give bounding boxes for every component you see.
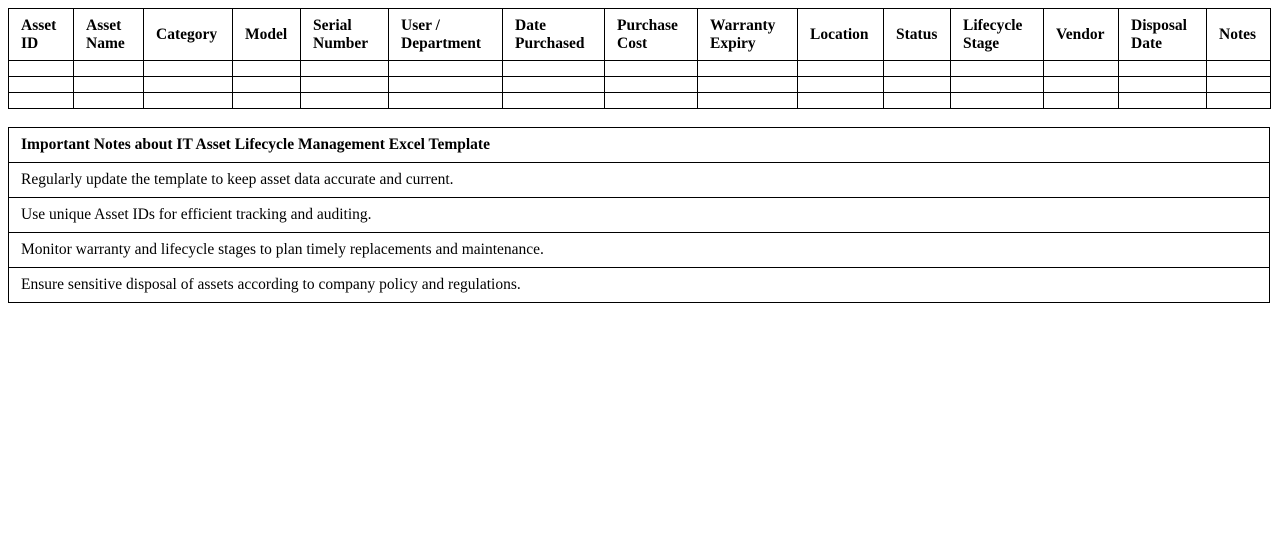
table-cell[interactable] [798,77,884,93]
table-cell[interactable] [503,93,605,109]
table-row [9,93,1271,109]
column-header-disposal-date: Disposal Date [1119,9,1207,61]
note-row [9,198,1270,233]
column-header-category: Category [144,9,233,61]
table-cell[interactable] [605,93,698,109]
note-item: Ensure sensitive disposal of assets according to company policy and regulations. [9,268,1270,303]
table-cell[interactable] [503,61,605,77]
column-header-asset-id: Asset ID [9,9,74,61]
table-cell[interactable] [144,93,233,109]
table-cell[interactable] [698,61,798,77]
table-cell[interactable] [884,93,951,109]
table-cell[interactable] [1119,61,1207,77]
column-header-notes: Notes [1207,9,1271,61]
note-item: Regularly update the template to keep asset data accurate and current. [9,163,1270,198]
asset-table-body [9,61,1271,109]
table-cell[interactable] [951,61,1044,77]
table-cell[interactable] [605,61,698,77]
note-item: Use unique Asset IDs for efficient tracking and auditing. [9,198,1270,233]
table-cell[interactable] [951,93,1044,109]
table-cell[interactable] [1044,93,1119,109]
table-cell[interactable] [389,93,503,109]
page [8,8,1270,303]
column-header-serial-number: Serial Number [301,9,389,61]
table-cell[interactable] [798,93,884,109]
column-header-model: Model [233,9,301,61]
table-cell[interactable] [1207,93,1271,109]
table-cell[interactable] [1119,93,1207,109]
table-cell[interactable] [1119,77,1207,93]
table-cell[interactable] [9,77,74,93]
header-row [9,9,1271,61]
table-cell[interactable] [144,61,233,77]
table-cell[interactable] [74,61,144,77]
table-cell[interactable] [301,77,389,93]
column-header-vendor: Vendor [1044,9,1119,61]
table-cell[interactable] [951,77,1044,93]
table-cell[interactable] [301,93,389,109]
table-row [9,77,1271,93]
table-cell[interactable] [698,93,798,109]
table-cell[interactable] [144,77,233,93]
table-cell[interactable] [9,93,74,109]
column-header-date-purchased: Date Purchased [503,9,605,61]
table-cell[interactable] [389,77,503,93]
table-cell[interactable] [698,77,798,93]
table-cell[interactable] [74,77,144,93]
table-cell[interactable] [884,77,951,93]
note-item: Monitor warranty and lifecycle stages to plan timely replacements and maintenance. [9,233,1270,268]
notes-table [8,127,1270,303]
table-cell[interactable] [389,61,503,77]
asset-table [8,8,1271,109]
table-cell[interactable] [1044,61,1119,77]
column-header-warranty-expiry: Warranty Expiry [698,9,798,61]
column-header-location: Location [798,9,884,61]
table-cell[interactable] [605,77,698,93]
table-cell[interactable] [233,93,301,109]
note-row [9,268,1270,303]
notes-heading-row [9,128,1270,163]
column-header-status: Status [884,9,951,61]
table-cell[interactable] [1207,77,1271,93]
column-header-purchase-cost: Purchase Cost [605,9,698,61]
column-header-asset-name: Asset Name [74,9,144,61]
table-cell[interactable] [503,77,605,93]
table-cell[interactable] [74,93,144,109]
table-cell[interactable] [1044,77,1119,93]
table-row [9,61,1271,77]
table-cell[interactable] [798,61,884,77]
column-header-lifecycle-stage: Lifecycle Stage [951,9,1044,61]
table-cell[interactable] [1207,61,1271,77]
table-cell[interactable] [233,77,301,93]
notes-heading: Important Notes about IT Asset Lifecycle Management Excel Template [9,128,1270,163]
note-row [9,233,1270,268]
table-cell[interactable] [9,61,74,77]
column-header-user-department: User / Department [389,9,503,61]
table-cell[interactable] [301,61,389,77]
note-row [9,163,1270,198]
table-cell[interactable] [233,61,301,77]
table-cell[interactable] [884,61,951,77]
